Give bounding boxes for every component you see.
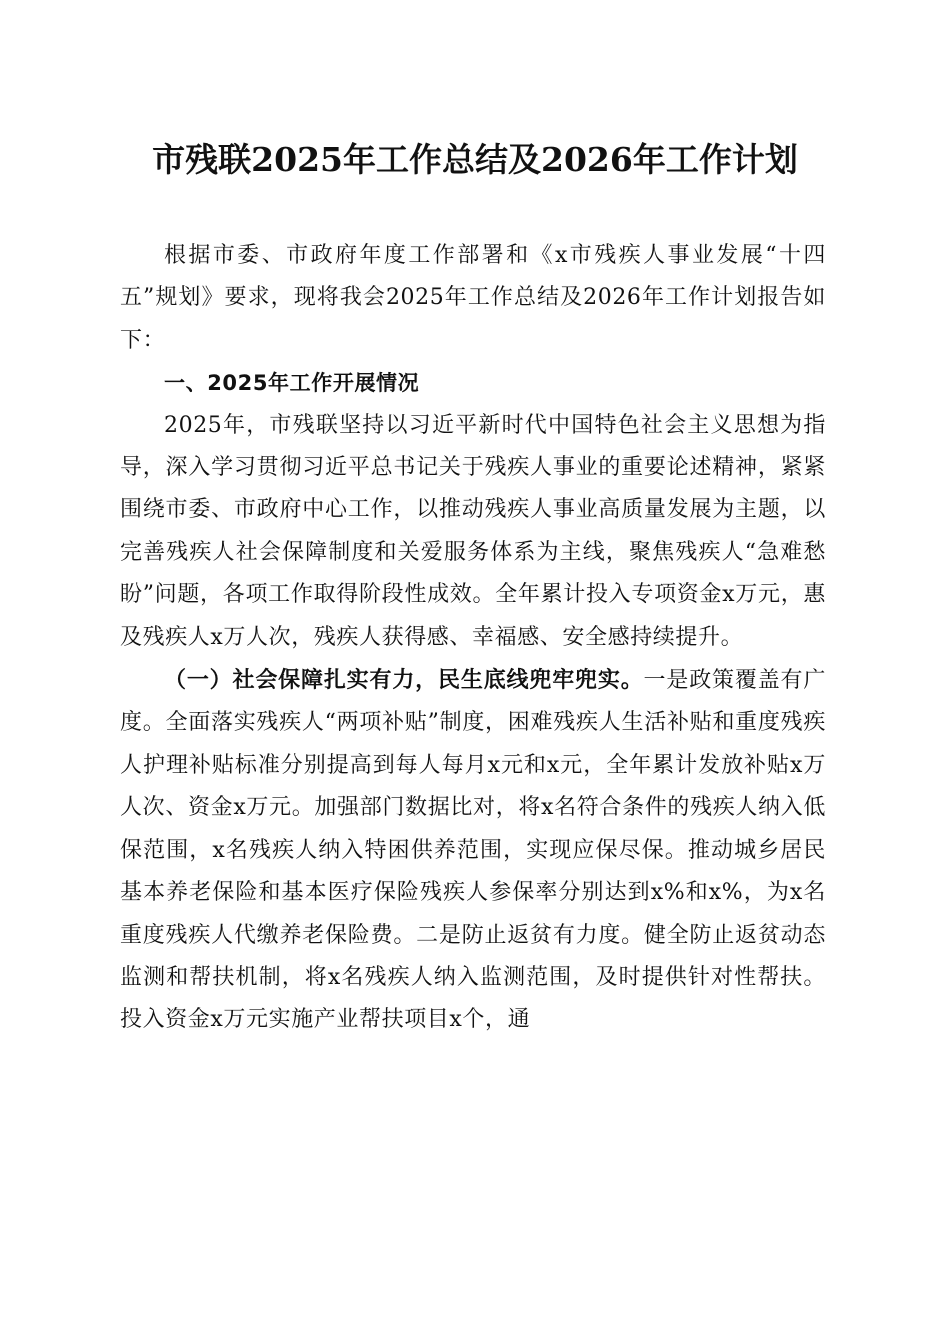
section-heading: 一、2025年工作开展情况: [164, 371, 420, 396]
intro-paragraph: 根据市委、市政府年度工作部署和《x市残疾人事业发展“十四五”规划》要求，现将我会2025年工作总结及2026年工作计划报告如下：: [120, 243, 826, 353]
document-title: 市残联2025年工作总结及2026年工作计划: [152, 140, 798, 179]
section-paragraph: 2025年，市残联坚持以习近平新时代中国特色社会主义思想为指导，深入学习贯彻习近平总书记关于残疾人事业的重要论述精神，紧紧围绕市委、市政府中心工作，以推动残疾人事业高质量发展为主题，以完善残疾人社会保障制度和关爱服务体系为主线，聚焦残疾人“急难愁盼”问题，各项工作取得阶段性成效。全年累计投入专项资金x万元，惠及残疾人x万人次，残疾人获得感、幸福感、安全感持续提升。: [120, 412, 826, 650]
subsection-body: 一是政策覆盖有广度。全面落实残疾人“两项补贴”制度，困难残疾人生活补贴和重度残疾人护理补贴标准分别提高到每人每月x元和x元，全年累计发放补贴x万人次、资金x万元。加强部门数据比对，将x名符合条件的残疾人纳入低保范围，x名残疾人纳入特困供养范围，实现应保尽保。推动城乡居民基本养老保险和基本医疗保险残疾人参保率分别达到x%和x%，为x名重度残疾人代缴养老保险费。二是防止返贫有力度。健全防止返贫动态监测和帮扶机制，将x名残疾人纳入监测范围，及时提供针对性帮扶。投入资金x万元实施产业帮扶项目x个，通: [120, 668, 826, 1033]
document-body: [120, 235, 826, 1042]
subsection-lead: （一）社会保障扎实有力，民生底线兜牢兜实。: [164, 667, 644, 694]
subsection-paragraph: [120, 659, 826, 1042]
